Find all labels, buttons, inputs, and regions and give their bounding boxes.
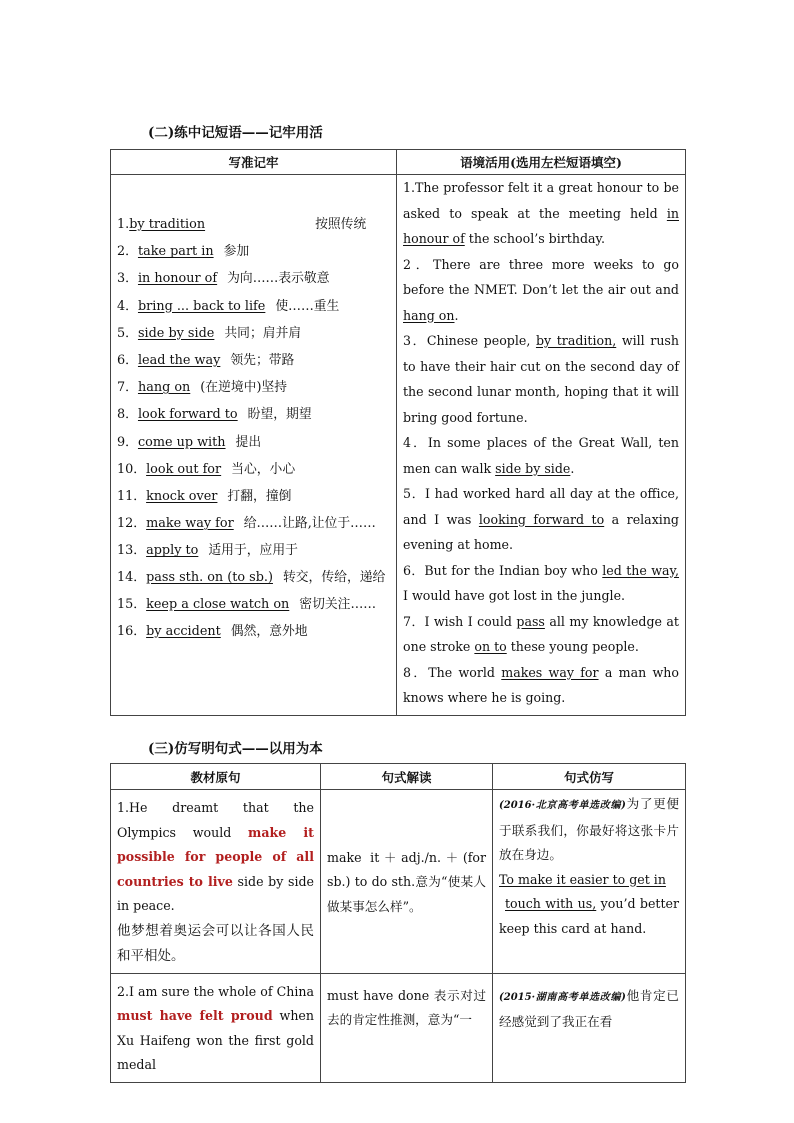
phrase-text: side by side xyxy=(137,325,215,341)
exercise-text: 4．In some places of the Great Wall, ten men can walk xyxy=(403,435,679,476)
exercise-item xyxy=(403,609,679,660)
answer-text: on to xyxy=(474,639,507,654)
exercise-item xyxy=(403,175,679,252)
list-item xyxy=(117,456,390,483)
answer-text: side by side xyxy=(495,460,571,476)
phrase-number: 1. xyxy=(117,217,130,232)
list-item xyxy=(117,238,390,265)
explanation-text: make it＋adj./n.＋(for sb.) to do sth.意为“使某人做某事怎么样”。 xyxy=(327,849,486,914)
phrase-number: 14． xyxy=(117,569,147,585)
explanation-cell xyxy=(321,973,493,1082)
original-sentence-cell xyxy=(111,790,321,974)
exercise-item xyxy=(403,481,679,558)
phrase-text: make way for xyxy=(146,516,234,532)
exercise-text: a relaxing evening at home. xyxy=(403,511,679,552)
exercise-text: these young people. xyxy=(506,639,639,654)
phrase-text: look forward to xyxy=(137,407,238,423)
section-title-phrases: (二)练中记短语——记牢用活 xyxy=(148,125,323,141)
exercise-item xyxy=(403,252,679,329)
phrase-list xyxy=(111,175,396,653)
answer-text: led the way, xyxy=(602,562,679,578)
phrase-list-cell xyxy=(111,175,397,716)
phrase-text: pass sth. on (to sb.) xyxy=(146,569,273,585)
phrase-meaning: 共同；肩并肩 xyxy=(224,325,302,341)
source-note: (2016·北京高考单选改编) xyxy=(499,800,626,811)
phrase-meaning: 参加 xyxy=(223,244,250,260)
phrase-text: in honour of xyxy=(137,271,218,287)
imitation-prompt: 他肯定已经感觉到了我正在看 xyxy=(499,987,680,1029)
list-item xyxy=(117,483,390,510)
highlighted-structure: must have felt proud xyxy=(117,1008,273,1023)
exercise-cell xyxy=(397,175,686,716)
table-row xyxy=(111,790,686,974)
list-item xyxy=(117,618,390,645)
explanation-text: must have done 表示对过去的肯定性推测，意为“一 xyxy=(327,987,486,1027)
answer-text: To make it easier to get in xyxy=(499,871,666,887)
phrase-meaning: 领先；带路 xyxy=(230,353,295,369)
header-original: 教材原句 xyxy=(111,764,321,790)
original-sentence-cell xyxy=(111,973,321,1082)
list-item xyxy=(117,320,390,347)
imitation-cell xyxy=(493,790,686,974)
phrase-text: bring ... back to life xyxy=(137,298,266,314)
phrase-number: 5． xyxy=(117,325,138,341)
phrase-text: knock over xyxy=(146,489,218,505)
original-text-end: when Xu Haifeng won the first gold medal xyxy=(117,1008,314,1072)
phrase-number: 9． xyxy=(117,434,138,450)
phrase-number: 3． xyxy=(117,271,138,287)
original-text-end: side by side in peace. xyxy=(117,873,314,913)
answer-text: in honour of xyxy=(403,205,679,246)
phrase-meaning: 按照传统 xyxy=(315,217,367,232)
answer-text: looking forward to xyxy=(478,511,605,527)
phrase-number: 15． xyxy=(117,596,147,612)
exercise-text: a man who knows where he is going. xyxy=(403,664,679,705)
phrase-meaning: 给……让路,让位于…… xyxy=(243,516,376,532)
answer-text: hang on xyxy=(403,307,455,323)
phrase-text: keep a close watch on xyxy=(146,596,290,612)
exercise-text: I would have got lost in the jungle. xyxy=(403,588,626,603)
phrase-number: 16． xyxy=(117,623,147,639)
section-title-sentences: (三)仿写明句式——以用为本 xyxy=(148,741,323,757)
phrase-meaning: 盼望，期望 xyxy=(247,407,312,423)
phrase-meaning: 适用于，应用于 xyxy=(208,543,298,559)
phrase-text: come up with xyxy=(137,434,226,450)
sentence-table xyxy=(110,763,686,1083)
phrase-table xyxy=(110,149,686,716)
imitation-prompt: 为了更便于联系我们，你最好将这张卡片放在身边。 xyxy=(499,796,680,862)
phrase-number: 8． xyxy=(117,407,138,423)
exercise-text: 2．There are three more weeks to go before the NMET. Don’t let the air out and xyxy=(403,256,679,297)
answer-text: pass xyxy=(516,613,545,629)
list-item xyxy=(117,510,390,537)
phrase-text: lead the way xyxy=(137,353,221,369)
list-item xyxy=(117,347,390,374)
phrase-meaning: (在逆境中)坚持 xyxy=(200,380,288,396)
table-row xyxy=(111,973,686,1082)
exercise-text: all my knowledge at one stroke xyxy=(403,613,679,654)
imitation-english: you’d better keep this card at hand. xyxy=(499,896,679,936)
exercise-item xyxy=(403,558,679,609)
highlighted-structure: make it possible for people of all countries to live xyxy=(117,824,314,889)
exercise-text: 6．But for the Indian boy who xyxy=(403,562,603,578)
answer-text: makes way for xyxy=(501,664,599,680)
phrase-number: 10． xyxy=(117,461,147,477)
answer-text-2: touch with us, xyxy=(505,896,597,911)
list-item xyxy=(117,211,390,238)
phrase-text: hang on xyxy=(137,380,191,396)
phrase-text: apply to xyxy=(146,543,199,559)
phrase-meaning: 为向……表示敬意 xyxy=(227,271,330,287)
exercise-list xyxy=(397,175,685,715)
phrase-meaning: 转交，传给，递给 xyxy=(282,569,386,585)
phrase-number: 4． xyxy=(117,298,138,314)
answer-text: by tradition, xyxy=(535,333,617,348)
phrase-number: 6． xyxy=(117,353,138,369)
list-item xyxy=(117,265,390,292)
exercise-text: will rush to have their hair cut on the second day of the second lunar month, hoping that it will bring good fortune. xyxy=(403,333,680,425)
exercise-text: 1.The professor felt it a great honour to be asked to speak at the meeting held xyxy=(403,180,679,221)
exercise-text: . xyxy=(570,460,575,476)
phrase-meaning: 密切关注…… xyxy=(299,596,377,612)
exercise-text: 5．I had worked hard all day at the office, and I was xyxy=(403,486,679,527)
phrase-number: 12． xyxy=(117,516,147,532)
exercise-text: . xyxy=(454,307,459,323)
source-note: (2015·湖南高考单选改编) xyxy=(499,991,626,1003)
imitation-cell xyxy=(493,973,686,1082)
list-item xyxy=(117,565,390,591)
exercise-text: 7．I wish I could xyxy=(403,613,517,629)
explanation-cell xyxy=(321,790,493,974)
original-text: 2.I am sure the whole of China xyxy=(117,983,314,999)
original-translation: 他梦想着奥运会可以让各国人民和平相处。 xyxy=(117,922,314,964)
phrase-text: by tradition xyxy=(129,217,206,232)
phrase-meaning: 当心，小心 xyxy=(231,461,296,477)
exercise-item xyxy=(403,430,679,481)
phrase-number: 2． xyxy=(117,244,138,260)
list-item xyxy=(117,591,390,618)
phrase-meaning: 偶然，意外地 xyxy=(230,623,308,639)
list-item xyxy=(117,401,390,428)
list-item xyxy=(117,537,390,564)
exercise-item xyxy=(403,660,679,711)
header-explanation: 句式解读 xyxy=(321,764,493,790)
phrase-text: look out for xyxy=(146,461,222,477)
phrase-text: take part in xyxy=(137,244,214,260)
exercise-text: 3．Chinese people, xyxy=(403,333,536,348)
exercise-text: 8．The world xyxy=(403,664,502,680)
phrase-meaning: 打翻，撞倒 xyxy=(227,489,292,505)
original-text: 1.He dreamt that the Olympics would xyxy=(117,800,314,840)
phrase-text: by accident xyxy=(146,623,221,639)
list-item xyxy=(117,429,390,456)
phrase-number: 13． xyxy=(117,543,147,559)
exercise-item xyxy=(403,328,679,430)
exercise-text: the school’s birthday. xyxy=(464,231,605,246)
list-item xyxy=(117,293,390,320)
phrase-meaning: 提出 xyxy=(235,434,262,450)
list-item xyxy=(117,374,390,401)
phrase-number: 11． xyxy=(117,489,147,505)
header-context-use: 语境活用(选用左栏短语填空) xyxy=(397,150,686,175)
header-imitation: 句式仿写 xyxy=(493,764,686,790)
phrase-meaning: 使……重生 xyxy=(275,298,340,314)
header-memorize: 写准记牢 xyxy=(111,150,397,175)
phrase-number: 7． xyxy=(117,380,138,396)
